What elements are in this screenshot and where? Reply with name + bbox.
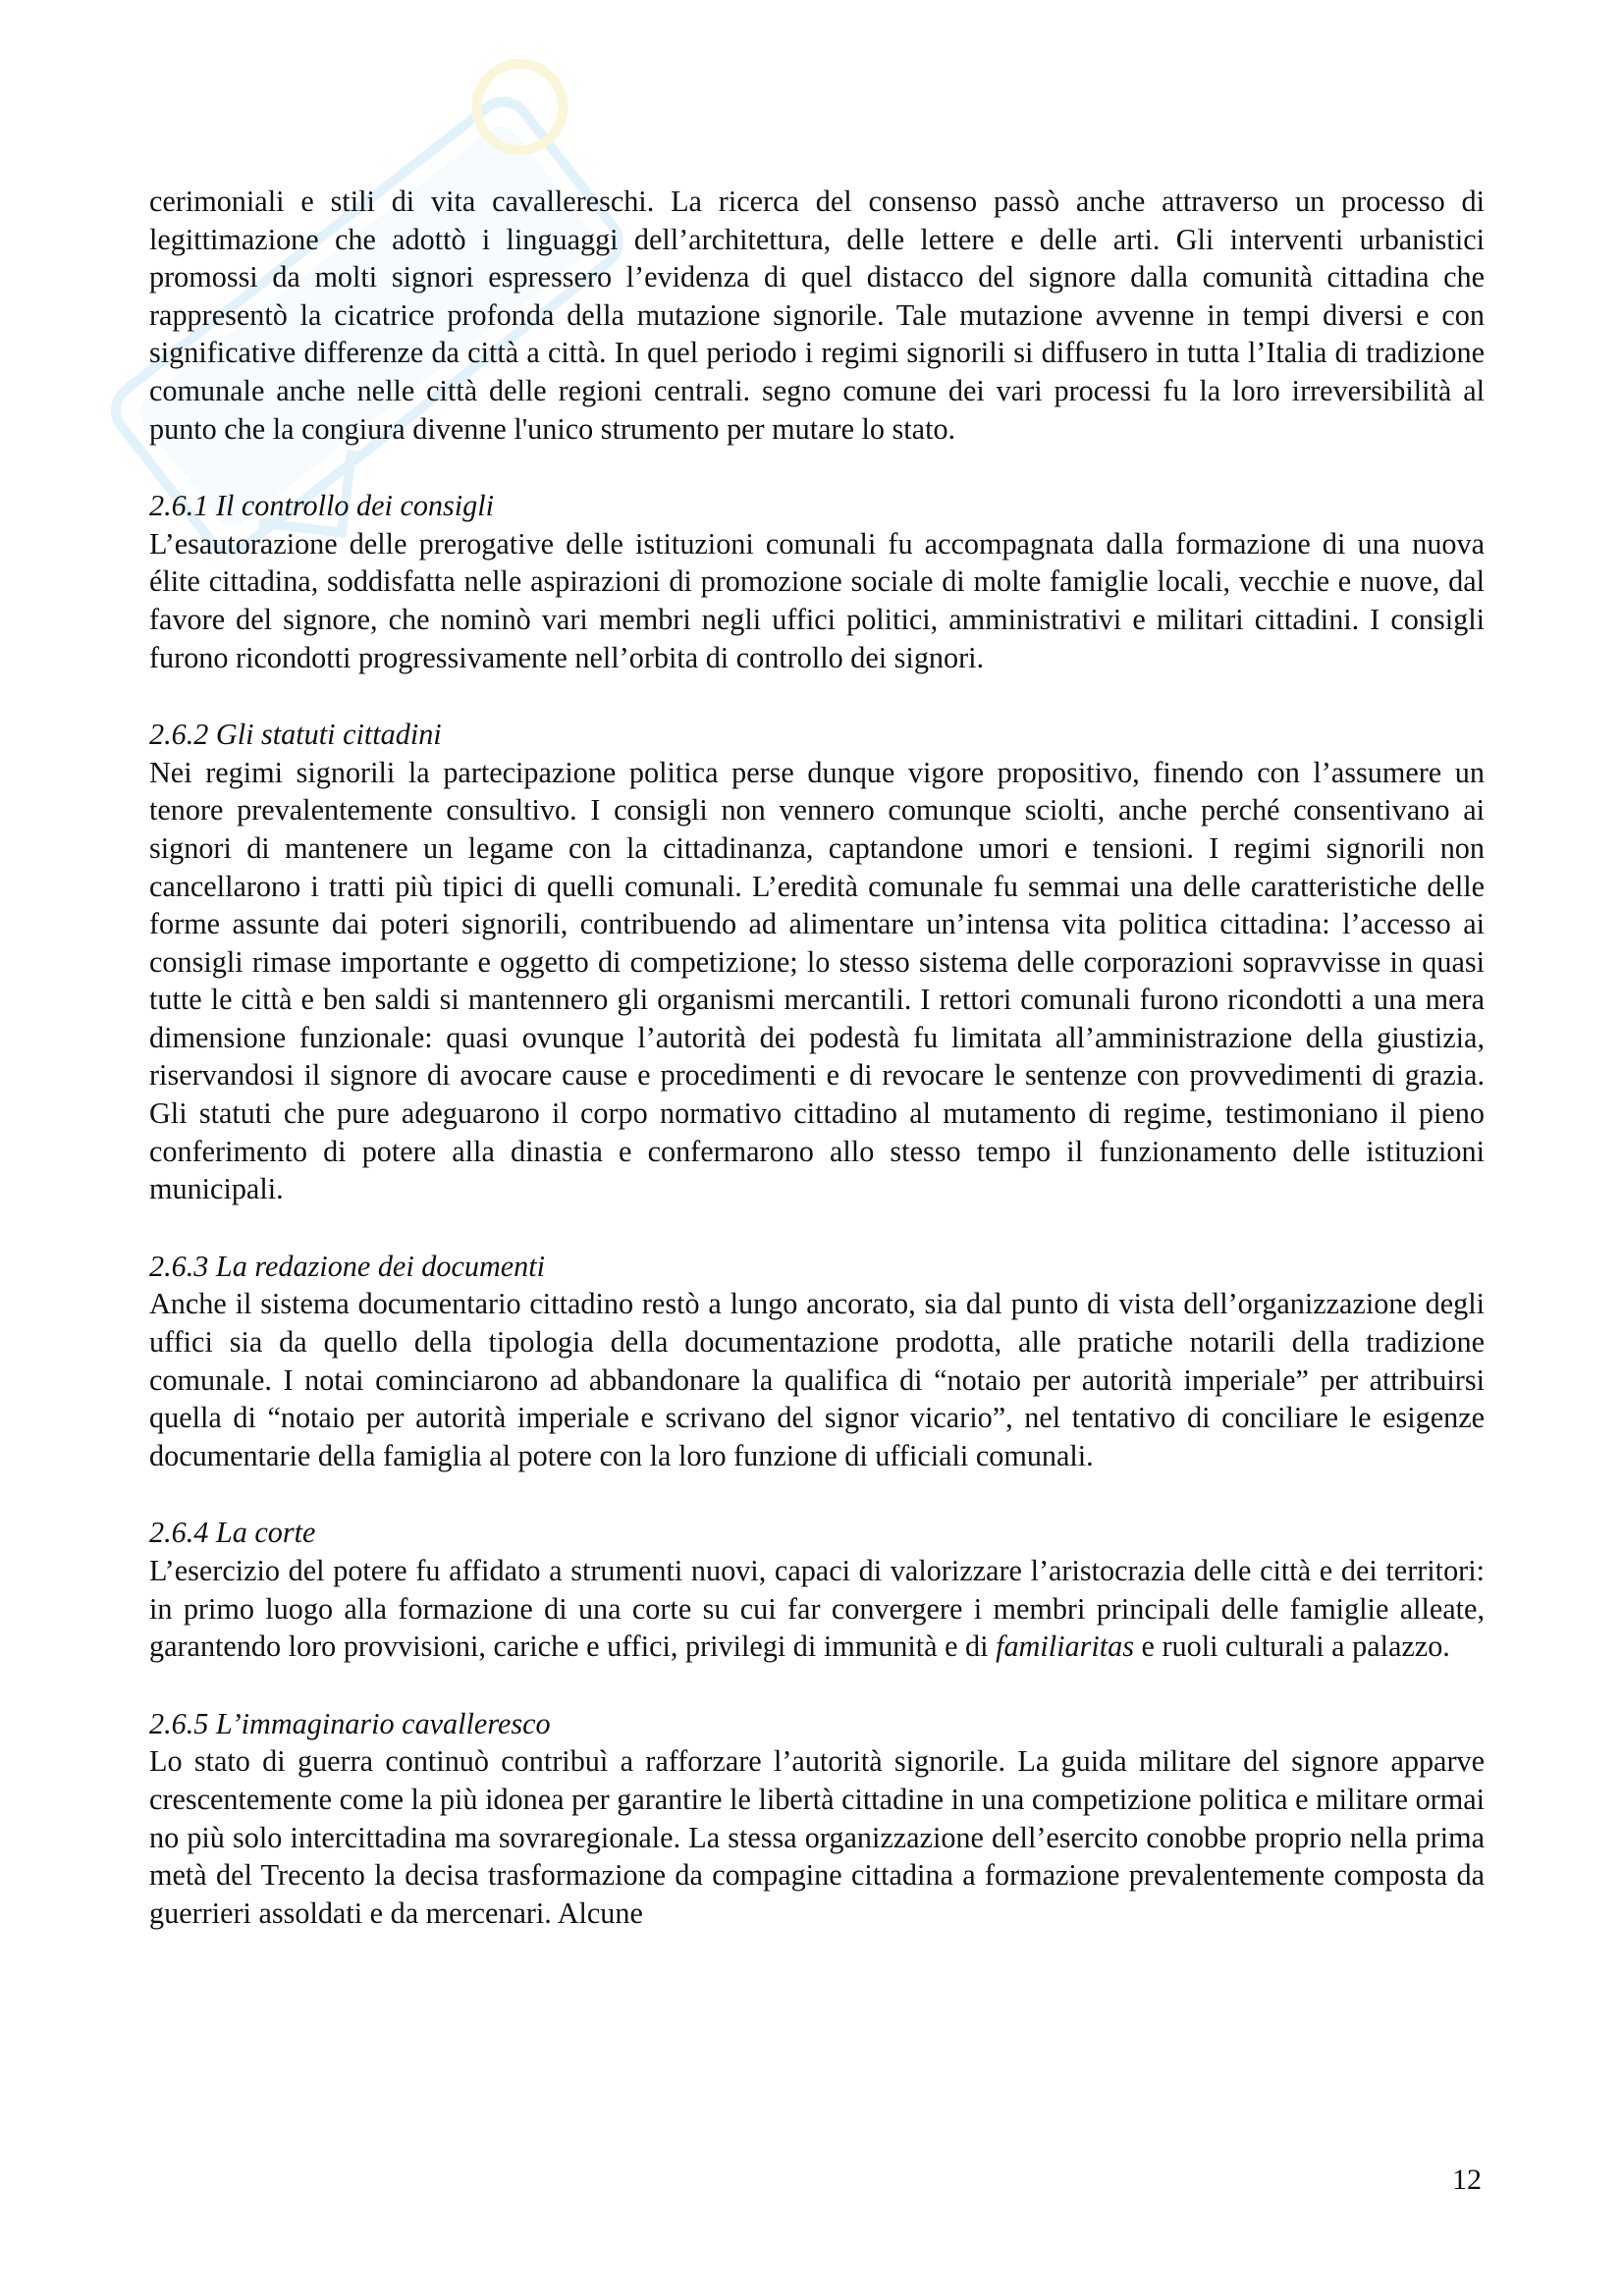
section-redazione-documenti bbox=[149, 1248, 1485, 1475]
section-controllo-consigli bbox=[149, 487, 1485, 676]
section-heading: 2.6.1 Il controllo dei consigli bbox=[149, 489, 495, 523]
page-number: 12 bbox=[1452, 2163, 1482, 2196]
section-body-text: e ruoli culturali a palazzo. bbox=[1133, 1629, 1450, 1664]
section-body: Lo stato di guerra continuò contribuì a rafforzare l’autorità signorile. La guida militare del signore apparve crescentemente come la più idonea per garantire le libertà cittadine in una competizione politica e militare ormai no più solo intercittadina ma sovraregionale. La stessa organizzazione dell’esercito conobbe proprio nella prima metà del Trecento la decisa trasformazione da compagine cittadina a formazione prevalentemente composta da guerrieri assoldati e da mercenari. Alcune bbox=[149, 1744, 1485, 1930]
italic-term: familiaritas bbox=[996, 1629, 1134, 1664]
section-heading: 2.6.2 Gli statuti cittadini bbox=[149, 718, 442, 752]
section-heading: 2.6.5 L’immaginario cavalleresco bbox=[149, 1706, 551, 1740]
section-statuti-cittadini bbox=[149, 716, 1485, 1208]
section-body bbox=[149, 1552, 1485, 1666]
section-body-text: L’esercizio del potere fu affidato a strumenti nuovi, capaci di valorizzare l’aristocrazia delle città e dei territori: in primo luogo alla formazione di una corte su cui far convergere i membri principali delle famiglie alleate, garantendo loro provvisioni, cariche e uffici, privilegi di immunità e di bbox=[149, 1554, 1485, 1664]
intro-paragraph: cerimoniali e stili di vita cavallereschi. La ricerca del consenso passò anche attraverso un processo di legittimazione che adottò i linguaggi dell’architettura, delle lettere e delle arti. Gli interventi urbanistici promossi da molti signori espressero l’evidenza di quel distacco del signore dalla comunità cittadina che rappresentò la cicatrice profonda della mutazione signorile. Tale mutazione avvenne in tempi diversi e con significative differenze da città a città. In quel periodo i regimi signorili si diffusero in tutta l’Italia di tradizione comunale anche nelle città delle regioni centrali. segno comune dei vari processi fu la loro irreversibilità al punto che la congiura divenne l'unico strumento per mutare lo stato. bbox=[149, 185, 1485, 446]
section-heading: 2.6.4 La corte bbox=[149, 1516, 316, 1550]
section-body: L’esautorazione delle prerogative delle istituzioni comunali fu accompagnata dalla formazione di una nuova élite cittadina, soddisfatta nelle aspirazioni di promozione sociale di molte famiglie locali, vecchie e nuove, dal favore del signore, che nominò vari membri negli uffici politici, amministrativi e militari cittadini. I consigli furono ricondotti progressivamente nell’orbita di controllo dei signori. bbox=[149, 526, 1485, 674]
section-heading: 2.6.3 La redazione dei documenti bbox=[149, 1249, 546, 1283]
section-corte bbox=[149, 1514, 1485, 1665]
section-body: Nei regimi signorili la partecipazione politica perse dunque vigore propositivo, finendo con l’assumere un tenore prevalentemente consultivo. I consigli non vennero comunque sciolti, anche perché consentivano ai signori di mantenere un legame con la cittadinanza, captandone umori e tensioni. I regimi signorili non cancellarono i tratti più tipici di quelli comunali. L’eredità comunale fu semmai una delle caratteristiche delle forme assunte dai poteri signorili, contribuendo ad alimentare un’intensa vita politica cittadina: l’accesso ai consigli rimase importante e oggetto di competizione; lo stesso sistema delle corporazioni sopravvisse in quasi tutte le città e ben saldi si mantennero gli organismi mercantili. I rettori comunali furono ricondotti a una mera dimensione funzionale: quasi ovunque l’autorità dei podestà fu limitata all’amministrazione della giustizia, riservandosi il signore di avocare cause e procedimenti e di revocare le sentenze con provvedimenti di grazia. Gli statuti che pure adeguarono il corpo normativo cittadino al mutamento di regime, testimoniano il pieno conferimento di potere alla dinastia e confermarono allo stesso tempo il funzionamento delle istituzioni municipali. bbox=[149, 755, 1485, 1206]
section-immaginario-cavalleresco bbox=[149, 1705, 1485, 1933]
section-body: Anche il sistema documentario cittadino restò a lungo ancorato, sia dal punto di vista dell’organizzazione degli uffici sia da quello della tipologia della documentazione prodotta, alle pratiche notarili della tradizione comunale. I notai cominciarono ad abbandonare la qualifica di “notaio per autorità imperiale” per attribuirsi quella di “notaio per autorità imperiale e scrivano del signor vicario”, nel tentativo di conciliare le esigenze documentarie della famiglia al potere con la loro funzione di ufficiali comunali. bbox=[149, 1287, 1485, 1472]
document-page bbox=[149, 183, 1485, 1932]
